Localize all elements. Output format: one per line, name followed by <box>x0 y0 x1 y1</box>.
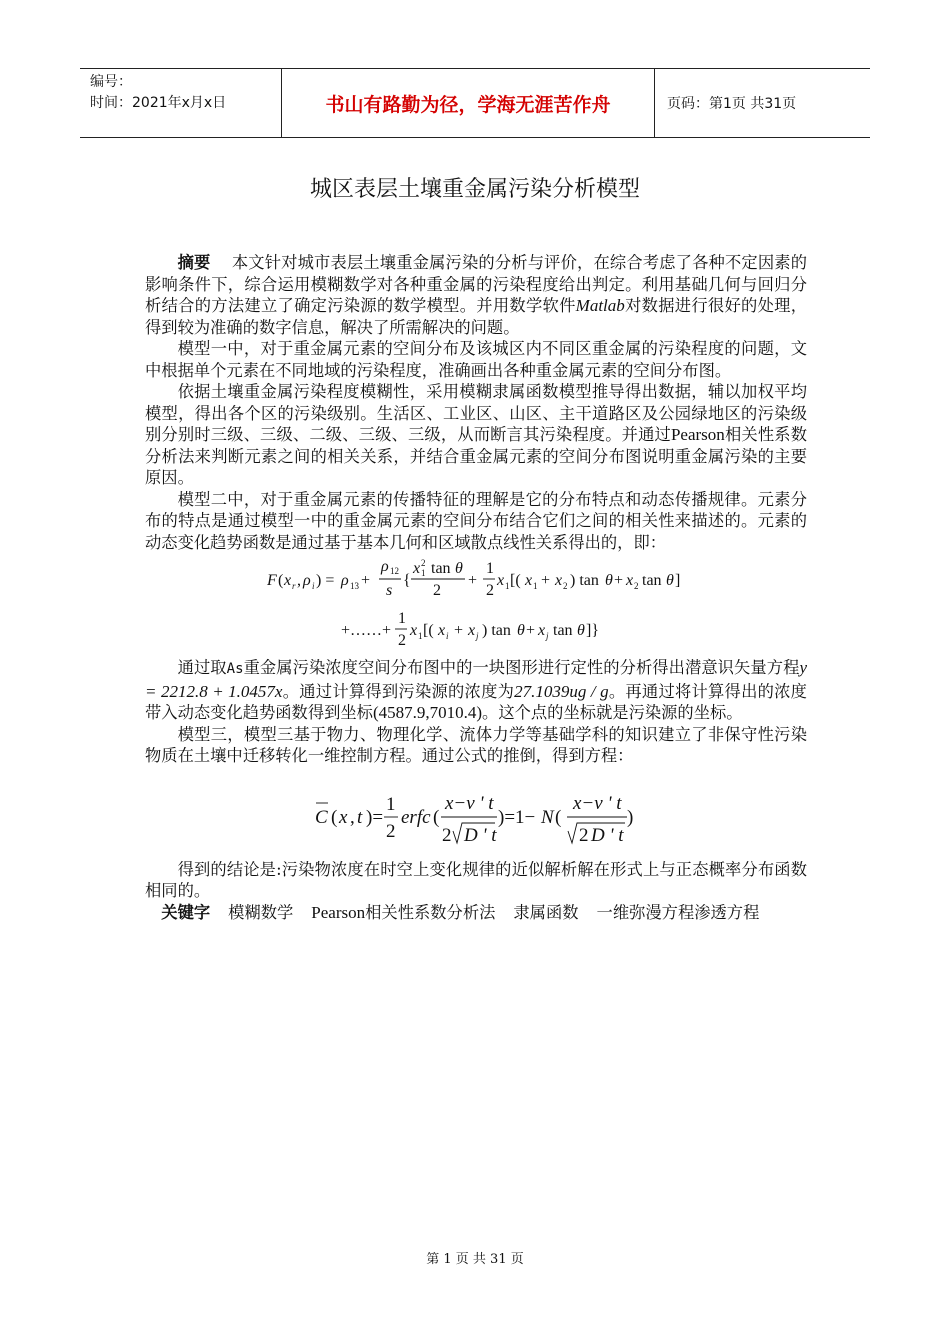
keyword-3: 隶属函数 <box>513 902 579 922</box>
svg-text:[(: [( <box>510 572 521 589</box>
keywords-label: 关键字 <box>161 902 211 922</box>
page-footer: 第 1 页 共 31 页 <box>426 1252 524 1267</box>
svg-text:2: 2 <box>433 582 441 599</box>
svg-text:,: , <box>350 806 355 828</box>
svg-text:12: 12 <box>390 566 399 576</box>
svg-text:i: i <box>446 631 449 641</box>
keyword-5: 渗透方程 <box>694 902 760 922</box>
svg-text:ρ: ρ <box>381 559 389 575</box>
svg-text:1: 1 <box>398 610 406 627</box>
svg-text:) tan: ) tan <box>482 622 511 639</box>
abstract-paragraph-2: 模型一中，对于重金属元素的空间分布及该城区内不同区重金属的污染程度的问题，文中根据单个元素在不同地域的污染程度，准确画出各种重金属元素的空间分布图。 <box>145 339 807 380</box>
svg-text:j: j <box>546 631 549 641</box>
svg-text:+……+: +……+ <box>341 622 392 639</box>
svg-text:+: + <box>454 622 464 639</box>
svg-text:x: x <box>555 572 563 589</box>
svg-text:2: 2 <box>634 581 639 591</box>
svg-text:+: + <box>361 572 371 589</box>
svg-text:13: 13 <box>350 581 359 591</box>
svg-text:x: x <box>538 622 546 639</box>
svg-text:t: t <box>357 806 363 828</box>
svg-text:) =: ) = <box>316 572 335 589</box>
svg-text:2: 2 <box>579 824 589 846</box>
svg-text:D ' t: D ' t <box>591 824 624 846</box>
svg-text:r: r <box>292 581 296 591</box>
diffusion-equation-formula <box>145 779 807 853</box>
svg-text:x−v ' t: x−v ' t <box>573 792 622 814</box>
svg-text:+: + <box>541 572 551 589</box>
keyword-2: 相关性系数分析法 <box>365 902 496 922</box>
header-page-info: 页码：第1页 共31页 <box>667 96 797 112</box>
svg-text:)=1−: )=1− <box>498 806 536 828</box>
svg-text:θ: θ <box>455 560 463 577</box>
svg-text:θ: θ <box>517 622 525 639</box>
svg-text:,: , <box>297 572 301 589</box>
svg-text:x: x <box>413 560 421 577</box>
svg-text:[(: [( <box>423 622 434 639</box>
svg-text:θ: θ <box>666 572 674 589</box>
svg-text:(: ( <box>278 572 284 589</box>
abstract-paragraph-7: 得到的结论是:污染物浓度在时空上变化规律的近似解析解在形式上与正态概率分布函数相同的。 <box>145 859 807 900</box>
svg-text:+: + <box>526 622 536 639</box>
svg-text:x: x <box>438 622 446 639</box>
svg-text:tan: tan <box>553 622 573 639</box>
abstract-paragraph-6: 模型三，模型三基于物力、物理化学、流体力学等基础学科的知识建立了非保守性污染物质在土壤中迁移转化一维控制方程。通过公式的推倒，得到方程： <box>145 724 807 765</box>
svg-text:2: 2 <box>398 632 406 649</box>
svg-text:(: ( <box>331 806 338 828</box>
svg-text:s: s <box>386 582 393 599</box>
document-title: 城区表层土壤重金属污染分析模型 <box>309 177 640 202</box>
svg-text:ρ: ρ <box>341 572 349 589</box>
svg-text:x: x <box>468 622 476 639</box>
svg-text:): ) <box>627 806 634 828</box>
abstract-paragraph-5: 通过取As重金属污染浓度空间分布图中的一块图形进行定性的分析得出潜意识矢量方程y = 2212.8 + 1.0457x。通过计算得到污染源的浓度为27.1039ug / g。再通过将计算得出的浓度带入动态变化趋势函数得到坐标(4587.9,7010.4)。这个点的坐标就是污染源的坐标。 <box>145 658 807 722</box>
svg-text:1: 1 <box>421 568 426 578</box>
svg-text:N: N <box>541 806 554 828</box>
svg-text:1: 1 <box>505 581 510 591</box>
svg-text:2: 2 <box>563 581 568 591</box>
svg-text:x: x <box>626 572 634 589</box>
abstract-paragraph-3: 依据土壤重金属污染程度模糊性，采用模糊隶属函数模型推导得出数据，辅以加权平均模型，得出各个区的污染级别。生活区、工业区、山区、主干道路区及公园绿地区的污染级别分别时三级、三级、二级、三级、三级，从而断言其污染程度。并通过Pearson相关性系数分析法来判断元素之间的相关关系，并结合重金属元素的空间分布图说明重金属污染的主要原因。 <box>145 382 807 487</box>
time-label: 时间：2021年x月x日 <box>90 95 227 111</box>
source-concentration: 27.1039ug / g <box>514 681 609 701</box>
svg-text:θ: θ <box>577 622 585 639</box>
keywords-line <box>145 902 807 924</box>
trend-function-formula <box>145 559 807 651</box>
svg-text:i: i <box>312 581 315 591</box>
keyword-2-pearson: Pearson <box>311 902 366 922</box>
abstract-label: 摘要 <box>177 253 211 272</box>
vector-equation: y = 2212.8 + 1.0457x <box>145 658 807 701</box>
svg-text:(: ( <box>555 806 562 828</box>
svg-text:tan: tan <box>431 560 451 577</box>
matlab-term: Matlab <box>575 296 625 315</box>
header-meta <box>80 69 282 137</box>
keyword-1: 模糊数学 <box>228 902 294 922</box>
abstract-body <box>145 252 807 923</box>
svg-text:x: x <box>497 572 505 589</box>
svg-text:θ: θ <box>605 572 613 589</box>
abstract-paragraph-1: 摘要 本文针对城市表层土壤重金属污染的分析与评价，在综合考虑了各种不定因素的影响条件下，综合运用模糊数学对各种重金属的污染程度给出判定。利用基础几何与回归分析结合的方法建立了确定污染源的数学模型。并用数学软件Matlab对数据进行很好的处理，得到较为准确的数字信息，解决了所需解决的问题。 <box>145 253 807 337</box>
svg-text:F: F <box>267 572 277 589</box>
svg-text:x: x <box>410 622 418 639</box>
svg-text:)=: )= <box>366 806 384 828</box>
svg-text:2: 2 <box>442 824 452 846</box>
page-header <box>80 68 870 138</box>
pearson-term: Pearson <box>670 425 725 444</box>
svg-text:{: { <box>403 572 411 589</box>
svg-text:ρ: ρ <box>303 572 311 589</box>
svg-text:]: ] <box>675 572 681 589</box>
svg-text:C: C <box>315 806 328 828</box>
svg-text:x: x <box>339 806 348 828</box>
svg-text:(: ( <box>433 806 440 828</box>
svg-text:) tan: ) tan <box>570 572 599 589</box>
number-label: 编号： <box>90 74 132 90</box>
svg-text:1: 1 <box>418 631 423 641</box>
svg-text:1: 1 <box>533 581 538 591</box>
svg-text:1: 1 <box>486 560 494 577</box>
svg-text:erfc: erfc <box>401 806 431 828</box>
svg-text:x−v ' t: x−v ' t <box>445 792 494 814</box>
svg-text:j: j <box>476 631 479 641</box>
svg-text:+: + <box>468 572 478 589</box>
keyword-4: 一维弥漫方程 <box>596 902 695 922</box>
svg-text:2: 2 <box>386 820 396 842</box>
svg-text:x: x <box>525 572 533 589</box>
svg-text:]}: ]} <box>586 622 600 639</box>
header-motto: 书山有路勤为径，学海无涯苦作舟 <box>282 69 655 137</box>
svg-text:D ' t: D ' t <box>464 824 497 846</box>
svg-text:+: + <box>614 572 624 589</box>
svg-text:1: 1 <box>386 793 396 815</box>
source-coordinate: (4587.9,7010.4) <box>372 703 483 722</box>
abstract-paragraph-4: 模型二中，对于重金属元素的传播特征的理解是它的分布特点和动态传播规律。元素分布的特点是通过模型一中的重金属元素的空间分布结合它们之间的相关性来描述的。元素的动态变化趋势函数是通过基于基本几何和区域散点线性关系得出的，即： <box>145 489 807 552</box>
svg-text:x: x <box>284 572 292 589</box>
svg-text:2: 2 <box>486 582 494 599</box>
as-element: As <box>226 661 244 677</box>
svg-text:tan: tan <box>642 572 662 589</box>
svg-text:2: 2 <box>421 559 426 568</box>
